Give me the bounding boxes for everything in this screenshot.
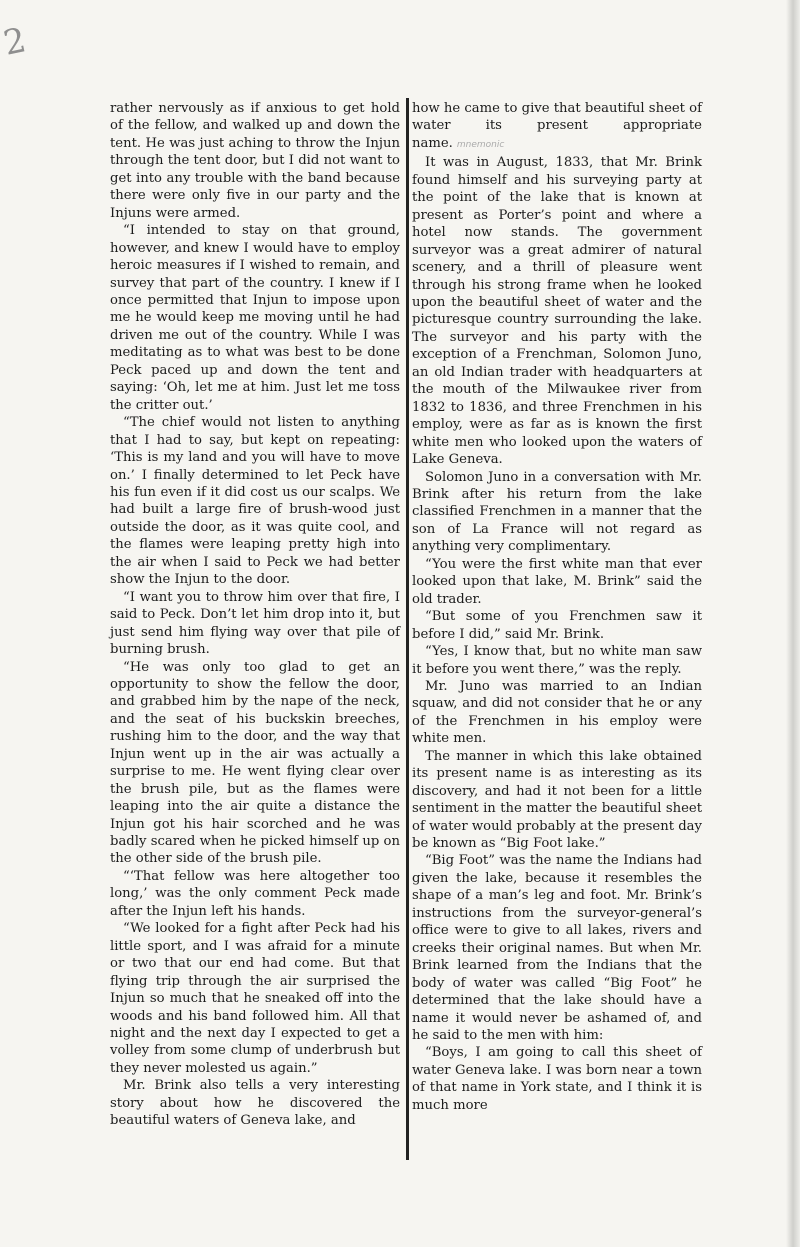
paragraph-continued	[412, 100, 702, 154]
paragraph: It was in August, 1833, that Mr. Brink found himself and his surveying party at the point of the lake that is known at present as Porter’s point and where a hotel now stands. The government surveyor was a great admirer of natural scenery, and a thrill of pleasure went through his strong frame when he looked upon the beautiful sheet of water and the picturesque country surrounding the lake. The surveyor and his party with the exception of a Frenchman, Solomon Juno, an old Indian trader with headquarters at the mouth of the Milwaukee river from 1832 to 1836, and three Frenchmen in his employ, were as far as is known the first white men who looked upon the waters of Lake Geneva.	[412, 155, 702, 468]
paragraph-continued: rather nervously as if anxious to get hold of the fellow, and walked up and down the tent. He was just aching to throw the Injun through the tent door, but I did not want to get into any trouble with the band because there were only five in our party and the Injuns were armed.	[110, 101, 400, 221]
paragraph: “Boys, I am going to call this sheet of water Geneva lake. I was born near a town of that name in York state, and I think it is much more	[412, 1045, 702, 1113]
paragraph: “The chief would not listen to anything that I had to say, but kept on repeating: ‘This is my land and you will have to move on.’ I finally determined to let Peck have his fun even if it did cost us our scalps. We had built a large fire of brush-wood just outside the door, as it was quite cool, and the flames were leaping pretty high into the air when I said to Peck we had better show the Injun to the door.	[110, 415, 400, 588]
paragraph: “He was only too glad to get an opportunity to show the fellow the door, and grabbed him by the nape of the neck, and the seat of his buckskin breeches, rushing him to the door, and the way that Injun went up in the air was actually a surprise to me. He went flying clear over the brush pile, but as the flames were leaping into the air quite a distance the Injun got his hair scorched and he was badly scared when he picked himself up on the other side of the brush pile.	[110, 659, 400, 867]
paragraph-text: how he came to give that beautiful sheet of water its present appropriate name.	[412, 101, 702, 151]
right-column	[412, 100, 702, 1114]
paragraph: “Yes, I know that, but no white man saw it before you went there,” was the reply.	[412, 644, 702, 677]
paragraph: “Big Foot” was the name the Indians had given the lake, because it resembles the shape of a man’s leg and foot. Mr. Brink’s instructions from the surveyor-general’s office were to give to all lakes, rivers and creeks their original names. But when Mr. Brink learned from the Indians that the body of water was called “Big Foot” he determined that the lake should have a name it would never be ashamed of, and he said to the men with him:	[412, 853, 702, 1044]
paragraph: “You were the first white man that ever looked upon that lake, M. Brink” said the old trader.	[412, 556, 702, 607]
paragraph: The manner in which this lake obtained its present name is as interesting as its discovery, and had it not been for a little sentiment in the matter the beautiful sheet of water would probably at the present day be known as “Big Foot lake.”	[412, 748, 702, 852]
paragraph: Mr. Brink also tells a very interesting story about how he discovered the beautiful waters of Geneva lake, and	[110, 1078, 400, 1129]
paragraph: Solomon Juno in a conversation with Mr. Brink after his return from the lake classified Frenchmen in a manner that the son of La France will not regard as anything very complimentary.	[412, 469, 702, 555]
paragraph: “I want you to throw him over that fire, I said to Peck. Don’t let him drop into it, but just send him flying way over that pile of burning brush.	[110, 589, 400, 658]
paragraph: “We looked for a fight after Peck had his little sport, and I was afraid for a minute or two that our end had come. But that flying trip through the air surprised the Injun so much that he sneaked off into the woods and his band followed him. All that night and the next day I expected to get a volley from some clump of underbrush but they never molested us again.”	[110, 921, 400, 1076]
pencil-annotation: mnemonic	[456, 139, 505, 150]
column-divider	[406, 98, 409, 1160]
left-column	[110, 100, 400, 1130]
paragraph: “But some of you Frenchmen saw it before I did,” said Mr. Brink.	[412, 609, 702, 642]
paragraph: Mr. Juno was married to an Indian squaw, and did not consider that he or any of the Frenchmen in his employ were white men.	[412, 678, 702, 747]
paragraph: “I intended to stay on that ground, however, and knew I would have to employ heroic measures if I wished to remain, and survey that part of the country. I knew if I once permitted that Injun to impose upon me he would keep me moving until he had driven me out of the country. While I was meditating as to what was best to be done Peck paced up and down the tent and saying: ‘Oh, let me at him. Just let me toss the critter out.’	[110, 223, 400, 413]
paragraph: “‘That fellow was here altogether too long,’ was the only comment Peck made after the Injun left his hands.	[110, 868, 400, 919]
page-number-mark: 2	[0, 20, 30, 64]
scan-edge-shadow	[786, 0, 800, 1247]
